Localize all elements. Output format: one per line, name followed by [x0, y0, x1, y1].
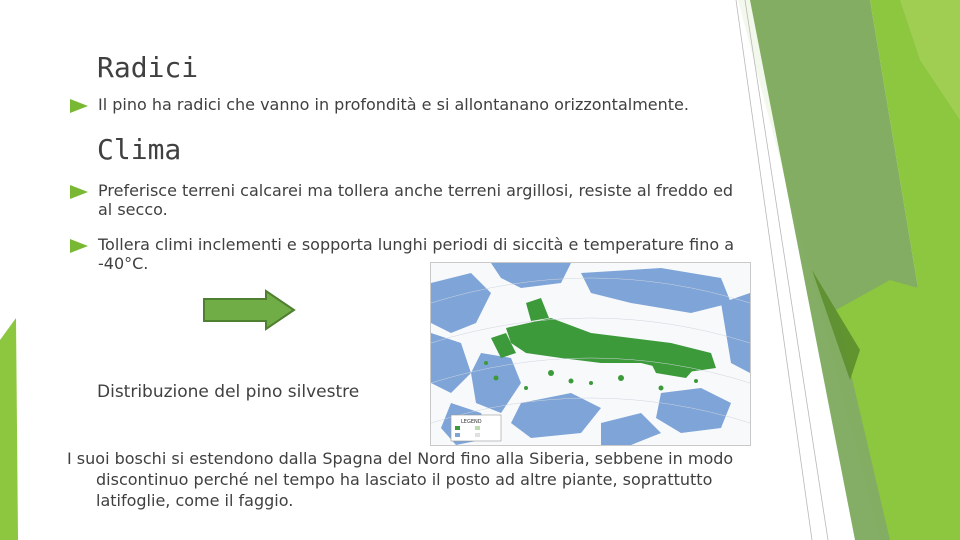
- bullet-arrow-icon: [70, 239, 88, 253]
- climate-bullet-item: [70, 181, 740, 219]
- distribution-map-image: [431, 263, 750, 445]
- map-legend-title: LEGEND: [461, 419, 482, 425]
- distribution-caption: Distribuzione del pino silvestre: [97, 382, 360, 402]
- right-arrow-icon: [202, 289, 297, 331]
- heading-climate: Clima: [97, 133, 182, 166]
- climate-bullet-text: Preferisce terreni calcarei ma tollera anche terreni argillosi, resiste al freddo ed al secco.: [98, 181, 734, 219]
- heading-roots: Radici: [97, 51, 199, 84]
- roots-bullet-item: [70, 95, 740, 114]
- bullet-arrow-icon: [70, 99, 88, 113]
- distribution-map: [430, 262, 751, 446]
- climate-bullet-text: Tollera climi inclementi e sopporta lunghi periodi di siccità e temperature fino a -40°C.: [98, 235, 735, 273]
- roots-bullet-text: Il pino ha radici che vanno in profondità e si allontanano orizzontalmente.: [98, 95, 689, 114]
- bullet-arrow-icon: [70, 185, 88, 199]
- distribution-paragraph: I suoi boschi si estendono dalla Spagna del Nord fino alla Siberia, sebbene in modo discontinuo perché nel tempo ha lasciato il posto ad altre piante, soprattutto latifoglie, come il faggio.: [67, 449, 734, 510]
